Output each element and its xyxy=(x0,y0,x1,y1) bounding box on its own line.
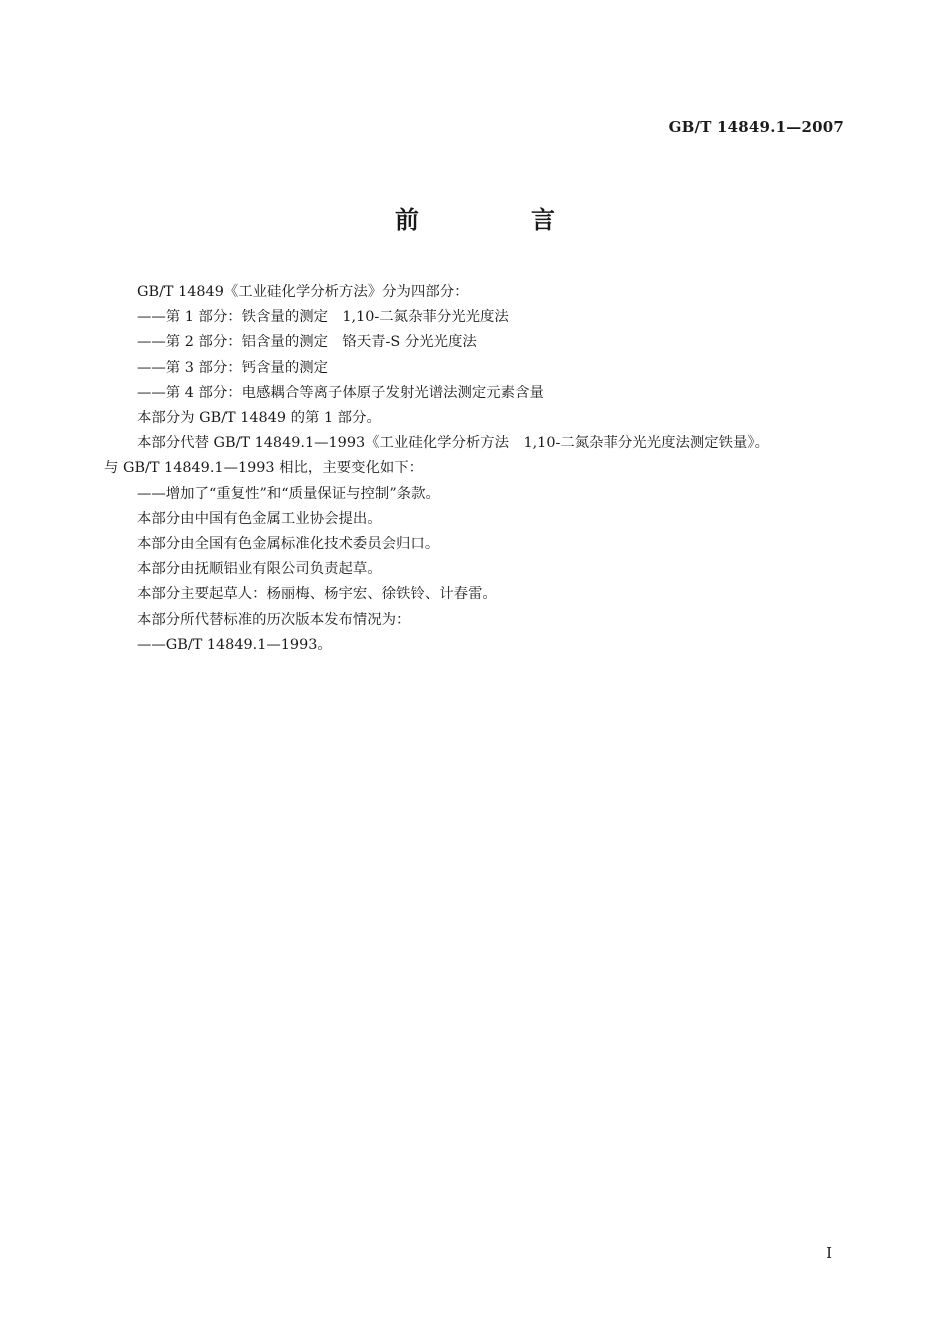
paragraph-line: 本部分由抚顺铝业有限公司负责起草。 xyxy=(137,561,382,578)
paragraph-line: ——第 4 部分：电感耦合等离子体原子发射光谱法测定元素含量 xyxy=(137,384,544,401)
paragraph-line: ——第 1 部分：铁含量的测定 1,10-二氮杂菲分光光度法 xyxy=(137,309,509,326)
paragraph-line: ——第 2 部分：铝含量的测定 铬天青-S 分光光度法 xyxy=(137,334,477,351)
paragraph-line: ——增加了“重复性”和“质量保证与控制”条款。 xyxy=(137,485,440,502)
paragraph-line: 本部分由全国有色金属标准化技术委员会归口。 xyxy=(137,536,440,553)
paragraph-line: 与 GB/T 14849.1—1993 相比，主要变化如下： xyxy=(104,460,424,477)
page-title: 前 言 xyxy=(395,206,599,234)
page-number: I xyxy=(826,1244,832,1262)
paragraph-line: 本部分由中国有色金属工业协会提出。 xyxy=(137,510,382,527)
paragraph-line: ——GB/T 14849.1—1993。 xyxy=(137,636,332,653)
foreword-body xyxy=(104,280,849,658)
paragraph-line: ——第 3 部分：钙含量的测定 xyxy=(137,359,328,376)
paragraph-line: 本部分代替 GB/T 14849.1—1993《工业硅化学分析方法 1,10-二氮杂菲分光光度法测定铁量》。 xyxy=(137,435,770,452)
paragraph-line: 本部分主要起草人：杨丽梅、杨宇宏、徐铁铃、计春雷。 xyxy=(137,586,497,603)
paragraph-line: GB/T 14849《工业硅化学分析方法》分为四部分： xyxy=(137,284,469,300)
standard-code: GB/T 14849.1—2007 xyxy=(668,118,844,136)
paragraph-line: 本部分所代替标准的历次版本发布情况为： xyxy=(137,611,411,628)
paragraph-line: 本部分为 GB/T 14849 的第 1 部分。 xyxy=(137,410,381,427)
